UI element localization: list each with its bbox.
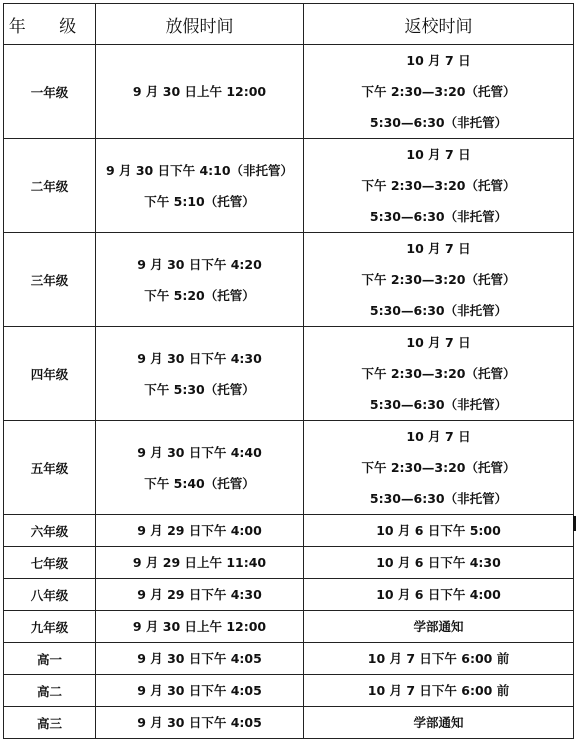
leave-time-line: 9 月 30 日下午 4:05 [137, 651, 262, 666]
leave-time-line: 下午 5:40（托管） [144, 475, 255, 491]
return-time-line: 5:30—6:30（非托管） [369, 303, 508, 318]
leave-time-cell [96, 675, 304, 707]
header-row [4, 4, 574, 45]
grade-cell: 一年级 [4, 45, 96, 139]
return-time-line: 10 月 6 日下午 4:00 [376, 587, 501, 602]
leave-time-cell [96, 421, 304, 515]
leave-time-line: 下午 5:20（托管） [144, 287, 255, 303]
leave-time-line: 9 月 29 日下午 4:30 [137, 587, 262, 602]
leave-time-line: 9 月 29 日下午 4:00 [137, 523, 262, 538]
return-time-line: 下午 2:30—3:20（托管） [361, 178, 516, 193]
grade-cell: 高一 [4, 643, 96, 675]
return-time-line: 5:30—6:30（非托管） [369, 115, 508, 130]
leave-time-line: 9 月 30 日下午 4:05 [137, 715, 262, 730]
leave-time-cell [96, 515, 304, 547]
leave-time-line: 9 月 29 日上午 11:40 [132, 555, 267, 570]
return-time-line: 下午 2:30—3:20（托管） [361, 272, 516, 287]
header-grade: 年 级 [4, 4, 96, 45]
return-time-line: 学部通知 [413, 715, 464, 730]
leave-time-cell [96, 643, 304, 675]
holiday-schedule-table [3, 3, 574, 739]
return-time-line: 5:30—6:30（非托管） [369, 209, 508, 224]
grade-cell: 高三 [4, 707, 96, 739]
leave-time-cell [96, 707, 304, 739]
table-row [4, 611, 574, 643]
table-row [4, 45, 574, 139]
return-time-cell [304, 643, 574, 675]
table-row [4, 421, 574, 515]
return-time-line: 10 月 7 日 [406, 429, 471, 444]
return-time-line: 10 月 7 日下午 6:00 前 [367, 651, 510, 666]
grade-cell: 高二 [4, 675, 96, 707]
header-return-time: 返校时间 [304, 4, 574, 45]
grade-cell: 七年级 [4, 547, 96, 579]
leave-time-line: 9 月 30 日下午 4:40 [137, 444, 262, 460]
leave-time-line: 9 月 30 日下午 4:05 [137, 683, 262, 698]
return-time-line: 10 月 7 日 [406, 53, 471, 68]
leave-time-cell [96, 611, 304, 643]
return-time-cell [304, 515, 574, 547]
grade-cell: 三年级 [4, 233, 96, 327]
return-time-line: 下午 2:30—3:20（托管） [361, 84, 516, 99]
return-time-line: 10 月 7 日 [406, 335, 471, 350]
leave-time-cell [96, 579, 304, 611]
header-leave-time: 放假时间 [96, 4, 304, 45]
return-time-cell [304, 139, 574, 233]
leave-time-cell [96, 45, 304, 139]
table-row [4, 579, 574, 611]
return-time-line: 5:30—6:30（非托管） [369, 397, 508, 412]
return-time-cell [304, 579, 574, 611]
leave-time-line: 9 月 30 日下午 4:10（非托管） [105, 162, 294, 178]
leave-time-line: 9 月 30 日上午 12:00 [132, 84, 267, 99]
return-time-cell [304, 45, 574, 139]
table-row [4, 675, 574, 707]
table-row [4, 327, 574, 421]
table-row [4, 547, 574, 579]
return-time-line: 10 月 7 日 [406, 241, 471, 256]
leave-time-line: 9 月 30 日下午 4:30 [137, 350, 262, 366]
return-time-line: 10 月 6 日下午 4:30 [376, 555, 501, 570]
table-row [4, 139, 574, 233]
leave-time-cell [96, 547, 304, 579]
leave-time-line: 下午 5:10（托管） [144, 193, 255, 209]
return-time-cell [304, 675, 574, 707]
return-time-cell [304, 707, 574, 739]
leave-time-cell [96, 233, 304, 327]
grade-cell: 九年级 [4, 611, 96, 643]
return-time-cell [304, 327, 574, 421]
return-time-cell [304, 611, 574, 643]
grade-cell: 四年级 [4, 327, 96, 421]
leave-time-line: 9 月 30 日上午 12:00 [132, 619, 267, 634]
return-time-cell [304, 421, 574, 515]
return-time-line: 5:30—6:30（非托管） [369, 491, 508, 506]
leave-time-line: 下午 5:30（托管） [144, 381, 255, 397]
grade-cell: 二年级 [4, 139, 96, 233]
table-row [4, 515, 574, 547]
leave-time-cell [96, 139, 304, 233]
return-time-line: 下午 2:30—3:20（托管） [361, 366, 516, 381]
table-row [4, 707, 574, 739]
grade-cell: 五年级 [4, 421, 96, 515]
table-row [4, 643, 574, 675]
leave-time-line: 9 月 30 日下午 4:20 [137, 256, 262, 272]
leave-time-cell [96, 327, 304, 421]
grade-cell: 八年级 [4, 579, 96, 611]
grade-cell: 六年级 [4, 515, 96, 547]
return-time-line: 学部通知 [413, 619, 464, 634]
return-time-line: 10 月 7 日下午 6:00 前 [367, 683, 510, 698]
return-time-line: 下午 2:30—3:20（托管） [361, 460, 516, 475]
return-time-line: 10 月 6 日下午 5:00 [376, 523, 501, 538]
return-time-cell [304, 547, 574, 579]
return-time-line: 10 月 7 日 [406, 147, 471, 162]
schedule-body [4, 45, 574, 739]
edge-mark [573, 516, 576, 531]
table-row [4, 233, 574, 327]
return-time-cell [304, 233, 574, 327]
